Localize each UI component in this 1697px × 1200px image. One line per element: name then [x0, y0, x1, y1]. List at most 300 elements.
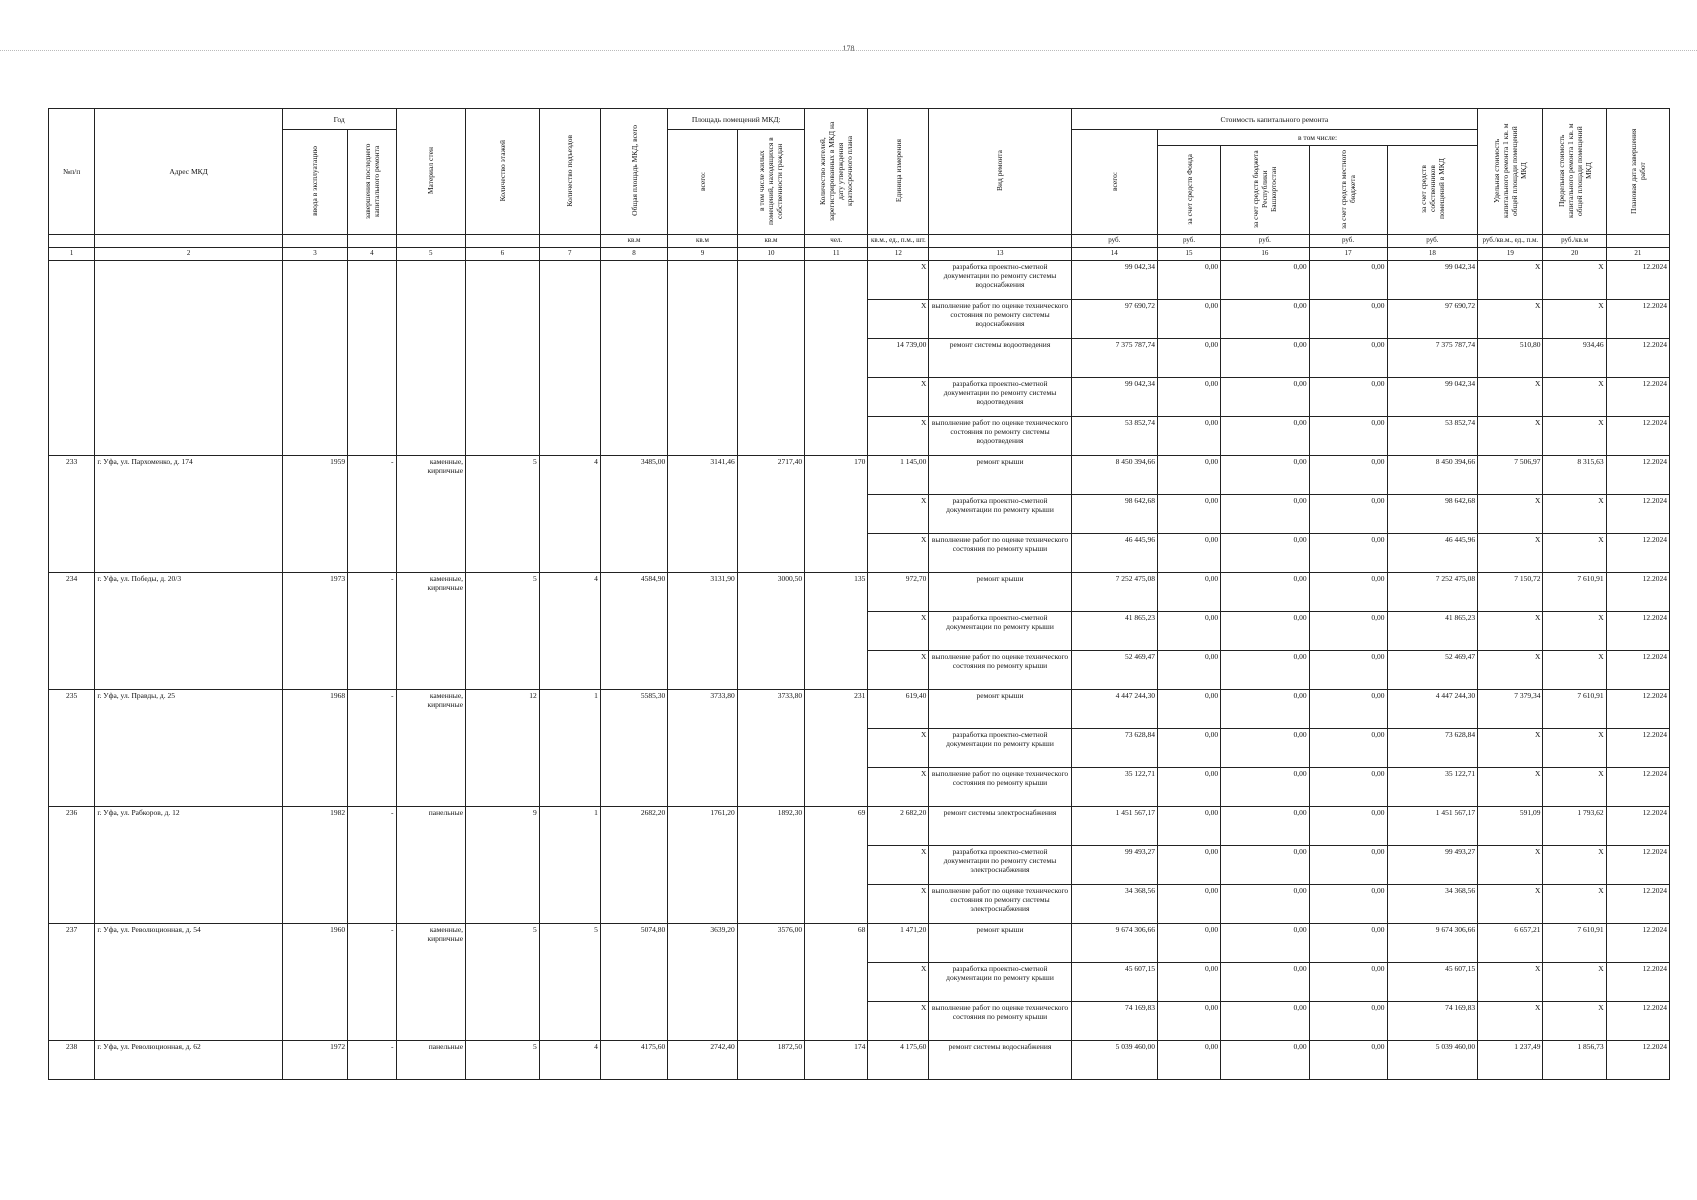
- cost-local-cell: 0,00: [1309, 534, 1387, 573]
- deadline-cell: 12.2024: [1606, 261, 1669, 300]
- limit-cost-cell: X: [1543, 300, 1606, 339]
- specific-cost-cell: 7 379,34: [1478, 690, 1543, 729]
- unit-cell: руб.: [1221, 235, 1309, 248]
- deadline-cell: 12.2024: [1606, 963, 1669, 1002]
- cost-local-cell: 0,00: [1309, 417, 1387, 456]
- cost-total-cell: 7 375 787,74: [1071, 339, 1157, 378]
- cost-total-cell: 4 447 244,30: [1071, 690, 1157, 729]
- cost-republic-cell: 0,00: [1221, 534, 1309, 573]
- column-number-cell: 9: [668, 248, 738, 261]
- specific-cost-cell: 7 150,72: [1478, 573, 1543, 612]
- column-number-cell: 14: [1071, 248, 1157, 261]
- address-cell: г. Уфа, ул. Победы, д. 20/3: [95, 573, 282, 690]
- limit-cost-cell: X: [1543, 1002, 1606, 1041]
- cost-local-cell: 0,00: [1309, 261, 1387, 300]
- entrances-cell: 1: [539, 807, 600, 924]
- year-last-repair-cell: -: [348, 573, 396, 690]
- total-area-cell: 2682,20: [600, 807, 667, 924]
- floors-cell: 9: [466, 807, 540, 924]
- limit-cost-cell: 7 610,91: [1543, 690, 1606, 729]
- cost-republic-cell: 0,00: [1221, 807, 1309, 846]
- hdr-premises-total: всего:: [697, 171, 707, 191]
- unit-cell: [95, 235, 282, 248]
- cost-republic-cell: 0,00: [1221, 261, 1309, 300]
- unit-cell: [1606, 235, 1669, 248]
- cost-owners-cell: 7 375 787,74: [1387, 339, 1478, 378]
- unit-cell: чел.: [805, 235, 868, 248]
- hdr-residents: Количество жителей, зарегистрированных в МКД на дату утверждения краткосрочного плана: [818, 120, 855, 221]
- unit-cell: кв.м., ед., п.м., шт.: [868, 235, 929, 248]
- hdr-republic: за счет средств бюджета Республики Башкортостан: [1251, 150, 1279, 228]
- cost-local-cell: 0,00: [1309, 612, 1387, 651]
- wall-material-cell: каменные, кирпичные: [396, 690, 466, 807]
- cost-owners-cell: 97 690,72: [1387, 300, 1478, 339]
- address-cell: г. Уфа, ул. Рабкоров, д. 12: [95, 807, 282, 924]
- year-commission-cell: 1959: [282, 456, 347, 573]
- specific-cost-cell: X: [1478, 651, 1543, 690]
- work-type-cell: выполнение работ по оценке технического состояния по ремонту системы водоотведения: [929, 417, 1071, 456]
- hdr-total-area: Общая площадь МКД, всего: [629, 125, 639, 216]
- table-body: [49, 261, 1670, 1080]
- unit-cell: руб.: [1071, 235, 1157, 248]
- work-type-cell: ремонт системы водоснабжения: [929, 1041, 1071, 1080]
- unit-amount-cell: X: [868, 534, 929, 573]
- year-commission-cell: 1972: [282, 1041, 347, 1080]
- year-last-repair-cell: [348, 261, 396, 456]
- cost-local-cell: 0,00: [1309, 846, 1387, 885]
- hdr-premises-area: Площадь помещений МКД:: [668, 109, 805, 130]
- work-type-cell: разработка проектно-сметной документации по ремонту крыши: [929, 495, 1071, 534]
- hdr-address: Адрес МКД: [95, 109, 282, 235]
- residents-cell: 174: [805, 1041, 868, 1080]
- residents-cell: 69: [805, 807, 868, 924]
- address-cell: [95, 261, 282, 456]
- unit-amount-cell: 1 471,20: [868, 924, 929, 963]
- residents-cell: 170: [805, 456, 868, 573]
- premises-total-cell: 3639,20: [668, 924, 738, 1041]
- premises-total-cell: 3131,90: [668, 573, 738, 690]
- work-type-cell: выполнение работ по оценке технического состояния по ремонту системы электроснабжения: [929, 885, 1071, 924]
- deadline-cell: 12.2024: [1606, 612, 1669, 651]
- year-commission-cell: 1982: [282, 807, 347, 924]
- header-divider: [0, 50, 1697, 51]
- specific-cost-cell: X: [1478, 378, 1543, 417]
- cost-fund-cell: 0,00: [1157, 261, 1220, 300]
- cost-local-cell: 0,00: [1309, 300, 1387, 339]
- cost-owners-cell: 5 039 460,00: [1387, 1041, 1478, 1080]
- year-commission-cell: 1960: [282, 924, 347, 1041]
- entrances-cell: 5: [539, 924, 600, 1041]
- deadline-cell: 12.2024: [1606, 924, 1669, 963]
- hdr-spec-cost: Удельная стоимость капитального ремонта 1 кв. м общей площади помещений МКД: [1492, 123, 1529, 218]
- capital-repair-table: [48, 108, 1670, 1080]
- cost-republic-cell: 0,00: [1221, 963, 1309, 1002]
- table-row: [49, 690, 1670, 729]
- cost-fund-cell: 0,00: [1157, 495, 1220, 534]
- deadline-cell: 12.2024: [1606, 651, 1669, 690]
- hdr-year: Год: [282, 109, 396, 130]
- premises-owned-cell: 1892,30: [737, 807, 804, 924]
- cost-local-cell: 0,00: [1309, 768, 1387, 807]
- cost-republic-cell: 0,00: [1221, 924, 1309, 963]
- cost-republic-cell: 0,00: [1221, 300, 1309, 339]
- cost-total-cell: 8 450 394,66: [1071, 456, 1157, 495]
- year-last-repair-cell: -: [348, 1041, 396, 1080]
- limit-cost-cell: X: [1543, 729, 1606, 768]
- cost-owners-cell: 52 469,47: [1387, 651, 1478, 690]
- deadline-cell: 12.2024: [1606, 690, 1669, 729]
- unit-amount-cell: X: [868, 261, 929, 300]
- hdr-owners: за счет средств собственников помещений в МКД: [1418, 158, 1446, 220]
- column-numbers-row: [49, 248, 1670, 261]
- work-type-cell: ремонт крыши: [929, 924, 1071, 963]
- unit-cell: руб./кв.м: [1543, 235, 1606, 248]
- entrances-cell: 4: [539, 573, 600, 690]
- deadline-cell: 12.2024: [1606, 339, 1669, 378]
- work-type-cell: ремонт системы водоотведения: [929, 339, 1071, 378]
- address-cell: г. Уфа, ул. Правды, д. 25: [95, 690, 282, 807]
- limit-cost-cell: 8 315,63: [1543, 456, 1606, 495]
- unit-cell: [49, 235, 95, 248]
- work-type-cell: разработка проектно-сметной документации по ремонту системы электроснабжения: [929, 846, 1071, 885]
- hdr-cost-total: всего:: [1109, 171, 1119, 191]
- unit-amount-cell: X: [868, 378, 929, 417]
- column-number-cell: 8: [600, 248, 667, 261]
- cost-owners-cell: 99 042,34: [1387, 378, 1478, 417]
- cost-local-cell: 0,00: [1309, 651, 1387, 690]
- column-number-cell: 3: [282, 248, 347, 261]
- wall-material-cell: каменные, кирпичные: [396, 924, 466, 1041]
- work-type-cell: ремонт крыши: [929, 690, 1071, 729]
- cost-owners-cell: 1 451 567,17: [1387, 807, 1478, 846]
- cost-local-cell: 0,00: [1309, 495, 1387, 534]
- cost-local-cell: 0,00: [1309, 963, 1387, 1002]
- cost-owners-cell: 74 169,83: [1387, 1002, 1478, 1041]
- premises-owned-cell: [737, 261, 804, 456]
- limit-cost-cell: X: [1543, 417, 1606, 456]
- cost-republic-cell: 0,00: [1221, 729, 1309, 768]
- total-area-cell: 4584,90: [600, 573, 667, 690]
- residents-cell: 231: [805, 690, 868, 807]
- cost-owners-cell: 4 447 244,30: [1387, 690, 1478, 729]
- work-type-cell: разработка проектно-сметной документации по ремонту крыши: [929, 963, 1071, 1002]
- limit-cost-cell: X: [1543, 612, 1606, 651]
- hdr-deadline: Плановая дата завершения работ: [1628, 127, 1647, 214]
- floors-cell: 5: [466, 456, 540, 573]
- column-number-cell: 5: [396, 248, 466, 261]
- unit-cell: [348, 235, 396, 248]
- cost-local-cell: 0,00: [1309, 378, 1387, 417]
- cost-local-cell: 0,00: [1309, 729, 1387, 768]
- cost-local-cell: 0,00: [1309, 456, 1387, 495]
- work-type-cell: выполнение работ по оценке технического состояния по ремонту крыши: [929, 768, 1071, 807]
- cost-total-cell: 1 451 567,17: [1071, 807, 1157, 846]
- row-number: 238: [49, 1041, 95, 1080]
- cost-republic-cell: 0,00: [1221, 651, 1309, 690]
- unit-amount-cell: 4 175,60: [868, 1041, 929, 1080]
- unit-cell: [282, 235, 347, 248]
- cost-local-cell: 0,00: [1309, 924, 1387, 963]
- limit-cost-cell: 1 793,62: [1543, 807, 1606, 846]
- hdr-year-commission: ввода в эксплуатацию: [310, 146, 320, 216]
- hdr-limit-cost: Предельная стоимость капитального ремонта 1 кв. м общей площади помещений МКД: [1556, 123, 1593, 218]
- limit-cost-cell: 934,46: [1543, 339, 1606, 378]
- entrances-cell: 4: [539, 456, 600, 573]
- year-last-repair-cell: -: [348, 807, 396, 924]
- hdr-floors: Количество этажей: [497, 139, 507, 202]
- cost-fund-cell: 0,00: [1157, 573, 1220, 612]
- specific-cost-cell: X: [1478, 534, 1543, 573]
- specific-cost-cell: X: [1478, 300, 1543, 339]
- cost-fund-cell: 0,00: [1157, 651, 1220, 690]
- cost-total-cell: 7 252 475,08: [1071, 573, 1157, 612]
- row-number: [49, 261, 95, 456]
- limit-cost-cell: X: [1543, 378, 1606, 417]
- premises-total-cell: 3733,80: [668, 690, 738, 807]
- hdr-work-type: Вид ремонта: [995, 150, 1005, 191]
- specific-cost-cell: X: [1478, 261, 1543, 300]
- unit-cell: кв.м: [737, 235, 804, 248]
- cost-republic-cell: 0,00: [1221, 378, 1309, 417]
- premises-owned-cell: 3733,80: [737, 690, 804, 807]
- deadline-cell: 12.2024: [1606, 495, 1669, 534]
- cost-republic-cell: 0,00: [1221, 495, 1309, 534]
- cost-fund-cell: 0,00: [1157, 768, 1220, 807]
- cost-local-cell: 0,00: [1309, 807, 1387, 846]
- residents-cell: [805, 261, 868, 456]
- unit-cell: [929, 235, 1071, 248]
- entrances-cell: 1: [539, 690, 600, 807]
- floors-cell: 5: [466, 573, 540, 690]
- unit-amount-cell: 2 682,20: [868, 807, 929, 846]
- limit-cost-cell: 7 610,91: [1543, 924, 1606, 963]
- work-type-cell: выполнение работ по оценке технического состояния по ремонту крыши: [929, 534, 1071, 573]
- units-row: [49, 235, 1670, 248]
- cost-total-cell: 99 042,34: [1071, 378, 1157, 417]
- cost-fund-cell: 0,00: [1157, 378, 1220, 417]
- unit-amount-cell: X: [868, 495, 929, 534]
- work-type-cell: разработка проектно-сметной документации по ремонту системы водоотведения: [929, 378, 1071, 417]
- deadline-cell: 12.2024: [1606, 1002, 1669, 1041]
- unit-cell: кв.м: [668, 235, 738, 248]
- cost-fund-cell: 0,00: [1157, 690, 1220, 729]
- column-number-cell: 11: [805, 248, 868, 261]
- cost-owners-cell: 35 122,71: [1387, 768, 1478, 807]
- table-row: [49, 573, 1670, 612]
- column-number-cell: 18: [1387, 248, 1478, 261]
- cost-total-cell: 34 368,56: [1071, 885, 1157, 924]
- cost-total-cell: 99 042,34: [1071, 261, 1157, 300]
- deadline-cell: 12.2024: [1606, 807, 1669, 846]
- cost-republic-cell: 0,00: [1221, 690, 1309, 729]
- year-commission-cell: 1968: [282, 690, 347, 807]
- cost-republic-cell: 0,00: [1221, 846, 1309, 885]
- unit-amount-cell: 972,70: [868, 573, 929, 612]
- cost-republic-cell: 0,00: [1221, 456, 1309, 495]
- unit-amount-cell: X: [868, 963, 929, 1002]
- column-number-cell: 16: [1221, 248, 1309, 261]
- cost-owners-cell: 9 674 306,66: [1387, 924, 1478, 963]
- cost-total-cell: 52 469,47: [1071, 651, 1157, 690]
- address-cell: г. Уфа, ул. Революционная, д. 54: [95, 924, 282, 1041]
- wall-material-cell: каменные, кирпичные: [396, 456, 466, 573]
- wall-material-cell: каменные, кирпичные: [396, 573, 466, 690]
- floors-cell: 12: [466, 690, 540, 807]
- column-number-cell: 7: [539, 248, 600, 261]
- address-cell: г. Уфа, ул. Революционная, д. 62: [95, 1041, 282, 1080]
- cost-local-cell: 0,00: [1309, 339, 1387, 378]
- deadline-cell: 12.2024: [1606, 417, 1669, 456]
- cost-fund-cell: 0,00: [1157, 456, 1220, 495]
- work-type-cell: ремонт крыши: [929, 456, 1071, 495]
- premises-total-cell: 3141,46: [668, 456, 738, 573]
- hdr-unit: Единица измерения: [893, 138, 903, 203]
- cost-republic-cell: 0,00: [1221, 885, 1309, 924]
- column-number-cell: 6: [466, 248, 540, 261]
- limit-cost-cell: X: [1543, 495, 1606, 534]
- column-number-cell: 15: [1157, 248, 1220, 261]
- unit-cell: руб.: [1309, 235, 1387, 248]
- specific-cost-cell: 1 237,49: [1478, 1041, 1543, 1080]
- limit-cost-cell: X: [1543, 885, 1606, 924]
- cost-owners-cell: 41 865,23: [1387, 612, 1478, 651]
- cost-local-cell: 0,00: [1309, 573, 1387, 612]
- specific-cost-cell: X: [1478, 963, 1543, 1002]
- cost-republic-cell: 0,00: [1221, 612, 1309, 651]
- cost-fund-cell: 0,00: [1157, 885, 1220, 924]
- unit-amount-cell: X: [868, 885, 929, 924]
- page-number: 178: [842, 44, 855, 53]
- cost-local-cell: 0,00: [1309, 1041, 1387, 1080]
- cost-fund-cell: 0,00: [1157, 417, 1220, 456]
- cost-total-cell: 53 852,74: [1071, 417, 1157, 456]
- cost-owners-cell: 8 450 394,66: [1387, 456, 1478, 495]
- cost-total-cell: 5 039 460,00: [1071, 1041, 1157, 1080]
- specific-cost-cell: X: [1478, 612, 1543, 651]
- cost-fund-cell: 0,00: [1157, 300, 1220, 339]
- deadline-cell: 12.2024: [1606, 885, 1669, 924]
- total-area-cell: 4175,60: [600, 1041, 667, 1080]
- year-last-repair-cell: -: [348, 690, 396, 807]
- hdr-incl: в том числе:: [1157, 130, 1477, 146]
- cost-total-cell: 41 865,23: [1071, 612, 1157, 651]
- unit-cell: [396, 235, 466, 248]
- work-type-cell: выполнение работ по оценке технического состояния по ремонту крыши: [929, 651, 1071, 690]
- unit-amount-cell: X: [868, 417, 929, 456]
- unit-amount-cell: X: [868, 300, 929, 339]
- cost-owners-cell: 34 368,56: [1387, 885, 1478, 924]
- cost-fund-cell: 0,00: [1157, 807, 1220, 846]
- specific-cost-cell: 510,80: [1478, 339, 1543, 378]
- cost-republic-cell: 0,00: [1221, 573, 1309, 612]
- cost-total-cell: 45 607,15: [1071, 963, 1157, 1002]
- deadline-cell: 12.2024: [1606, 573, 1669, 612]
- column-number-cell: 21: [1606, 248, 1669, 261]
- premises-owned-cell: 1872,50: [737, 1041, 804, 1080]
- cost-fund-cell: 0,00: [1157, 612, 1220, 651]
- hdr-wall-material: Материал стен: [426, 146, 436, 195]
- cost-republic-cell: 0,00: [1221, 339, 1309, 378]
- hdr-fund: за счет средств Фонда: [1184, 153, 1194, 225]
- cost-total-cell: 9 674 306,66: [1071, 924, 1157, 963]
- column-number-cell: 17: [1309, 248, 1387, 261]
- wall-material-cell: панельные: [396, 1041, 466, 1080]
- limit-cost-cell: X: [1543, 846, 1606, 885]
- cost-local-cell: 0,00: [1309, 1002, 1387, 1041]
- work-type-cell: разработка проектно-сметной документации по ремонту системы водоснабжения: [929, 261, 1071, 300]
- cost-fund-cell: 0,00: [1157, 963, 1220, 1002]
- premises-total-cell: [668, 261, 738, 456]
- unit-amount-cell: X: [868, 651, 929, 690]
- cost-republic-cell: 0,00: [1221, 1002, 1309, 1041]
- unit-amount-cell: X: [868, 729, 929, 768]
- table-row: [49, 456, 1670, 495]
- total-area-cell: [600, 261, 667, 456]
- deadline-cell: 12.2024: [1606, 846, 1669, 885]
- hdr-cost: Стоимость капитального ремонта: [1071, 109, 1478, 130]
- cost-owners-cell: 45 607,15: [1387, 963, 1478, 1002]
- address-cell: г. Уфа, ул. Пархоменко, д. 174: [95, 456, 282, 573]
- table-row: [49, 261, 1670, 300]
- deadline-cell: 12.2024: [1606, 1041, 1669, 1080]
- cost-republic-cell: 0,00: [1221, 417, 1309, 456]
- limit-cost-cell: 1 856,73: [1543, 1041, 1606, 1080]
- cost-owners-cell: 46 445,96: [1387, 534, 1478, 573]
- unit-amount-cell: X: [868, 846, 929, 885]
- specific-cost-cell: 6 657,21: [1478, 924, 1543, 963]
- cost-fund-cell: 0,00: [1157, 339, 1220, 378]
- unit-amount-cell: X: [868, 1002, 929, 1041]
- unit-amount-cell: 1 145,00: [868, 456, 929, 495]
- deadline-cell: 12.2024: [1606, 300, 1669, 339]
- cost-fund-cell: 0,00: [1157, 1041, 1220, 1080]
- row-number: 236: [49, 807, 95, 924]
- year-commission-cell: [282, 261, 347, 456]
- specific-cost-cell: X: [1478, 495, 1543, 534]
- column-number-cell: 2: [95, 248, 282, 261]
- unit-amount-cell: X: [868, 768, 929, 807]
- column-number-cell: 19: [1478, 248, 1543, 261]
- cost-owners-cell: 7 252 475,08: [1387, 573, 1478, 612]
- cost-fund-cell: 0,00: [1157, 729, 1220, 768]
- year-commission-cell: 1973: [282, 573, 347, 690]
- entrances-cell: [539, 261, 600, 456]
- total-area-cell: 3485,00: [600, 456, 667, 573]
- table-row: [49, 807, 1670, 846]
- deadline-cell: 12.2024: [1606, 768, 1669, 807]
- premises-owned-cell: 3000,50: [737, 573, 804, 690]
- cost-fund-cell: 0,00: [1157, 924, 1220, 963]
- cost-republic-cell: 0,00: [1221, 768, 1309, 807]
- specific-cost-cell: X: [1478, 417, 1543, 456]
- unit-cell: [466, 235, 540, 248]
- specific-cost-cell: X: [1478, 729, 1543, 768]
- hdr-entrances: Количество подъездов: [565, 134, 575, 207]
- total-area-cell: 5074,80: [600, 924, 667, 1041]
- work-type-cell: разработка проектно-сметной документации по ремонту крыши: [929, 729, 1071, 768]
- premises-owned-cell: 3576,00: [737, 924, 804, 1041]
- cost-owners-cell: 98 642,68: [1387, 495, 1478, 534]
- deadline-cell: 12.2024: [1606, 729, 1669, 768]
- hdr-year-last-repair: завершения последнего капитального ремонта: [362, 143, 381, 219]
- hdr-premises-owned: в том числе жилых помещений, находящихся в собственности граждан: [757, 137, 785, 225]
- column-number-cell: 13: [929, 248, 1071, 261]
- unit-amount-cell: X: [868, 612, 929, 651]
- cost-total-cell: 97 690,72: [1071, 300, 1157, 339]
- column-number-cell: 20: [1543, 248, 1606, 261]
- cost-local-cell: 0,00: [1309, 690, 1387, 729]
- column-number-cell: 12: [868, 248, 929, 261]
